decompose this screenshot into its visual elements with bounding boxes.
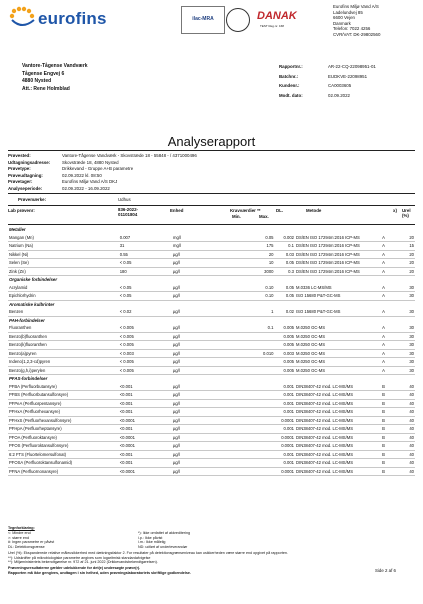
danak-reg: TEST Reg.nr. 168 [260,24,284,28]
parameter-cell: Selen (Se) [8,259,119,268]
uncertainty-cell: 40 [400,399,415,408]
unit-cell: µg/l [172,259,221,268]
accreditation-cell: B [381,450,399,459]
unit-cell: µg/l [172,416,221,425]
max-cell: 20 [252,250,275,259]
dl-cell: 0.001 [275,399,296,408]
divider [8,150,415,151]
accreditation-cell: A [381,349,399,358]
value-cell: < 0.005 [119,324,172,332]
method-cell: DIN38407-42 mod. LC-MS/MS [295,416,381,425]
table-row [8,234,415,242]
unit-cell: µg/l [172,250,221,259]
method-cell: M.0250 GC-MS [295,332,381,341]
min-cell [221,308,252,316]
uncertainty-cell: 30 [400,308,415,316]
min-cell [221,459,252,468]
ilac-logo: ilac-MRA [181,6,225,34]
min-cell [221,399,252,408]
min-cell [221,284,252,292]
accreditation-cell: B [381,383,399,391]
accreditation-cell: A [381,267,399,276]
unit-cell: µg/l [172,308,221,316]
parameter-cell: Mangan (Mn) [8,234,119,242]
dl-cell: 0.05 [275,284,296,292]
method-cell: M.0250 GC-MS [295,341,381,350]
accreditation-cell: A [381,242,399,251]
unit-cell: µg/l [172,292,221,301]
min-cell [221,433,252,442]
table-row [8,341,415,350]
parameter-cell: Acrylamid [8,284,119,292]
max-cell [252,341,275,350]
table-row [8,450,415,459]
uncertainty-cell: 30 [400,341,415,350]
unit-cell: µg/l [172,399,221,408]
unit-cell: µg/l [172,433,221,442]
method-cell: DIN38407-42 mod. LC-MS/MS [295,433,381,442]
min-cell [221,425,252,434]
section-header [8,300,415,308]
max-cell: 175 [252,242,275,251]
table-row [8,399,415,408]
parameter-cell: Zink (Zn) [8,267,119,276]
value-cell: < 0.005 [119,358,172,367]
divider [8,205,415,206]
dl-cell: 0.1 [275,242,296,251]
min-cell [221,242,252,251]
method-cell: DIN38407-42 mod. LC-MS/MS [295,467,381,476]
min-cell [221,416,252,425]
accreditation-cell: A [381,341,399,350]
method-cell: DIN38407-42 mod. LC-MS/MS [295,383,381,391]
value-cell: 31 [119,242,172,251]
parameter-cell: Natrium (Na) [8,242,119,251]
value-cell: < 0.05 [119,292,172,301]
value-cell: 0.007 [119,234,172,242]
unit-cell: µg/l [172,450,221,459]
parameter-cell: Benzen [8,308,119,316]
dl-cell: 0.05 [275,259,296,268]
dl-cell: 0.0001 [275,416,296,425]
min-cell [221,349,252,358]
min-cell [221,332,252,341]
parameter-cell: Benzo(k)fluoranthen [8,341,119,350]
accreditation-cell: A [381,308,399,316]
parameter-cell: PFOS (Perfluoroktansulfonsyre) [8,442,119,451]
min-cell [221,267,252,276]
table-row [8,433,415,442]
method-cell: DS/EN ISO 17294m:2016 ICP-MS [295,234,381,242]
value-cell: <0.0001 [119,433,172,442]
value-cell: < 0.005 [119,332,172,341]
method-cell: DIN38407-42 mod. LC-MS/MS [295,391,381,400]
value-cell: <0.0001 [119,416,172,425]
dl-cell: 0.005 [275,366,296,375]
unit-cell: µg/l [172,467,221,476]
table-row [8,358,415,367]
table-row [8,391,415,400]
dl-cell: 0.05 [275,292,296,301]
method-cell: DIN38407-42 mod. LC-MS/MS [295,408,381,417]
unit-cell: µg/l [172,341,221,350]
uncertainty-cell: 30 [400,366,415,375]
accreditation-cell: B [381,467,399,476]
method-cell: DS/EN ISO 17294m:2016 ICP-MS [295,267,381,276]
max-cell [252,442,275,451]
accreditation-cell: B [381,425,399,434]
method-cell: M.0250 GC-MS [295,349,381,358]
section-header [8,375,415,383]
dl-cell: 0.005 [275,341,296,350]
dl-cell: 0.0001 [275,467,296,476]
parameter-cell: Benzo(b)fluoranthen [8,332,119,341]
max-cell: 10 [252,259,275,268]
min-cell [221,383,252,391]
value-cell: < 0.05 [119,259,172,268]
max-cell [252,391,275,400]
dl-cell: 0.0001 [275,433,296,442]
value-cell: <0.001 [119,399,172,408]
dl-cell: 0.005 [275,332,296,341]
value-cell: < 0.005 [119,341,172,350]
uncertainty-cell: 20 [400,234,415,242]
min-cell [221,366,252,375]
max-cell: 0.1 [252,324,275,332]
value-cell: <0.001 [119,425,172,434]
uncertainty-cell: 30 [400,332,415,341]
table-row [8,467,415,476]
section-title: Organiske forbindelser [9,277,58,283]
page-number: Side 2 af 6 [375,568,396,573]
max-cell: 1 [252,308,275,316]
uncertainty-cell: 40 [400,408,415,417]
table-row [8,267,415,276]
uncertainty-cell: 40 [400,459,415,468]
method-cell: M.0250 GC-MS [295,324,381,332]
table-row [8,459,415,468]
table-row [8,284,415,292]
accreditation-cell: A [381,259,399,268]
unit-cell: mg/l [172,242,221,251]
max-cell [252,383,275,391]
unit-cell: µg/l [172,442,221,451]
dl-cell: 0.005 [275,324,296,332]
max-cell [252,332,275,341]
min-cell [221,358,252,367]
uncertainty-cell: 40 [400,391,415,400]
uncertainty-cell: 30 [400,292,415,301]
table-row [8,349,415,358]
table-row [8,308,415,316]
method-cell: DS/EN ISO 17294m:2016 ICP-MS [295,242,381,251]
report-page: eurofins ilac-MRA DANAK TEST Reg.nr. 168 Eurofins Miljø Vand A/S Ladelundvej 85 6600 Vejen Danmark Telefon: 7022 4256 CVR/VAT: DK-29802560 Vantore-Tågense Vandværk Tågense Engvej 6 4880 Nysted Att.: Rene Holmblad Rapportnr.: AR-22-CQ-22098951-01 Batchnr.: EUDKVE-22098951 Kundenr.: CA0003605 Modt. dato: 02.09.2022 Analyserapport Prøvested: Vantore-Tågense Vandværk - Skovstræde 18 - 55848 - / 4371000496 Udtagningsadresse: Skovstræde 18, 4880 Nysted Prøvetype: Drikkevand - Gruppe A+B parametre Prøveudtagning: 02.09.2022 kl. 08:50 Prøvetager: Eurofins Miljø Vand A/S DKJ Analyseperiode: 02.09.2022 - 16.09.2022 Prøvemærke: Udhus Lab prøvenr: 836-2022-01101804 Enhed Kravværdier ** Min. Max. DL. Metode x) Urel (%) Metaller Mangan (Mn) 0.007 mg/l 0.05 0.002 DS/EN ISO 17294m:2016 ICP-MS A 20 Natrium (Na) 31 mg/l 175 0.1 DS/EN ISO 17294m:2016 ICP-MS A 15 Nikkel (Ni) 0.55 µg/l 20 0.03 DS/EN ISO 17294m:2016 ICP-MS A 20 Selen (Se) < 0.05 µg/l 10 0.05 DS/EN ISO 17294m:2016 ICP-MS A 20 Zink (Zn) 180 µg/l 3000 0.3 DS/EN ISO 17294m:2016 ICP-MS A 20 Organiske forbindelser Acrylamid < 0.05 µg/l 0.10 0.05 M.0336 LC-MS/MS A 30 Epichlorhydrin < 0.05 µg/l 0.10 0.05 ISO 15680 P&T-GC-MS A 30 Aromatiske kulbrinter Benzen < 0.02 µg/l 1 0.02 ISO 15680 P&T-GC-MS A 30 PAH-forbindelser Fluoranthen < 0.005 µg/l 0.1 0.005 M.0250 GC-MS A 30 Benzo(b)fluoranthen < 0.005 µg/l 0.005 M.0250 GC-MS A 30 Benzo(k)fluoranthen < 0.005 µg/l 0.005 M.0250 GC-MS A 30 Benzo(a)pyren < 0.003 µg/l 0.010 0.003 M.0250 GC-MS A 30 Indeno(1,2,3-cd)pyren < 0.005 µg/l 0.005 M.0250 GC-MS A 30 Benzo(g,h,i)perylen < 0.005 µg/l 0.005 M.0250 GC-MS A 30 PFAS-forbindelser PFBA (Perfluorbutansyre) <0.001 µg/l 0.001 DIN38407-42 mod. LC-MS/MS B 40 PFBS (Perfluorbutansulfonsyre) <0.001 µg/l 0.001 DIN38407-42 mod. LC-MS/MS B 40 PFPeA (Perfluorpentansyre) <0.001 µg/l 0.001 DIN38407-42 mod. LC-MS/MS B 40 PFHxA (Perfluorhexansyre) <0.001 µg/l 0.001 DIN38407-42 mod. LC-MS/MS B 40 PFHxS (Perfluorhexansulfonsyre) <0.0001 µg/l 0.0001 DIN38407-42 mod. LC-MS/MS B 40 PFHpA (Perfluorheptansyre) <0.001 µg/l 0.001 DIN38407-42 mod. LC-MS/MS B 40 PFOA (Perfluoroktansyre) <0.0001 µg/l 0.0001 DIN38407-42 mod. LC-MS/MS B 40 PFOS (Perfluoroktansulfonsyre) <0.0001 µg/l 0.0001 DIN38407-42 mod. LC-MS/MS B 40 6:2 FTS (Fluortelomersulfonat) <0.001 µg/l 0.001 DIN38407-42 mod. LC-MS/MS B 40 PFOSA (Perfluoroktansulfonamid) <0.001 µg/l 0.001 DIN38407-42 mod. LC-MS/MS B 40 PFNA (Perfluornonansyre) <0.0001 µg/l 0.0001 DIN38407-42 mod. LC-MS/MS B 40 Tegnforklaring: <: Mindre end >: større end #: Ingen parametre er påvist DL: Detektionsgrænse *): Ikke omfattet af akkreditering i.p.: Ikke påvist i.m.: Ikke målelig ND: udført af underleverandør Urel (%): Ekspanderede relative måleusikkerhed med dækningsfaktor 2. For resultater på detektionsgrænseniveau kan usikkerheden være større end opgivet på rapporten. **): Udsknifter på mikrobiologiske parametre angives som logaritmisk standardafvigelse **): Miljøministeriets bekendtgørelse nr. 972 af 21. juni 2022 (Drikkevandsbekendtgørelsen). Prøveningsresultaterne gælder udelukkende for det(e) undersøgte prøve(r). Rapporten må ikke gengives, undtagen i sin helhed, uden prøvningslaboratoriets skriftlige godkendelse. Side 2 af 6 [0,0,423,604]
unit-cell: mg/l [172,234,221,242]
table-row [8,425,415,434]
max-cell [252,450,275,459]
method-cell: M.0250 GC-MS [295,358,381,367]
value-cell: < 0.05 [119,284,172,292]
table-row [8,383,415,391]
parameter-cell: PFHpA (Perfluorheptansyre) [8,425,119,434]
unit-cell: µg/l [172,459,221,468]
uncertainty-cell: 40 [400,442,415,451]
parameter-cell: Benzo(a)pyren [8,349,119,358]
value-cell: <0.001 [119,408,172,417]
accreditation-cell: B [381,399,399,408]
uncertainty-cell: 40 [400,383,415,391]
uncertainty-cell: 30 [400,358,415,367]
method-cell: DIN38407-42 mod. LC-MS/MS [295,399,381,408]
dl-cell: 0.001 [275,450,296,459]
section-header [8,276,415,284]
accreditation-cell: A [381,234,399,242]
table-row [8,408,415,417]
parameter-cell: Indeno(1,2,3-cd)pyren [8,358,119,367]
accreditation-cell: B [381,442,399,451]
uncertainty-cell: 20 [400,259,415,268]
dl-cell: 0.002 [275,234,296,242]
table-row [8,242,415,251]
max-cell [252,358,275,367]
accreditation-cell: A [381,250,399,259]
divider [8,224,415,225]
method-cell: DS/EN ISO 17294m:2016 ICP-MS [295,250,381,259]
results-table [8,226,415,476]
parameter-cell: PFHxA (Perfluorhexansyre) [8,408,119,417]
max-cell [252,433,275,442]
unit-cell: µg/l [172,383,221,391]
value-cell: 180 [119,267,172,276]
table-row [8,250,415,259]
method-cell: M.0336 LC-MS/MS [295,284,381,292]
section-header [8,316,415,324]
uncertainty-cell: 30 [400,324,415,332]
method-cell: ISO 15680 P&T-GC-MS [295,292,381,301]
unit-cell: µg/l [172,358,221,367]
parameter-cell: PFHxS (Perfluorhexansulfonsyre) [8,416,119,425]
max-cell: 0.010 [252,349,275,358]
divider [8,193,415,194]
value-cell: <0.001 [119,391,172,400]
marking-label: Prøvemærke: [18,197,47,202]
accreditation-cell: B [381,416,399,425]
accreditation-cell: B [381,391,399,400]
max-cell [252,399,275,408]
max-cell [252,459,275,468]
section-title: Aromatiske kulbrinter [9,301,55,307]
section-header [8,226,415,234]
max-cell: 3000 [252,267,275,276]
table-row [8,332,415,341]
dl-cell: 0.005 [275,358,296,367]
eurofins-logo-icon [8,6,38,30]
parameter-cell: 6:2 FTS (Fluortelomersulfonat) [8,450,119,459]
min-cell [221,250,252,259]
parameter-cell: Epichlorhydrin [8,292,119,301]
unit-cell: µg/l [172,332,221,341]
value-cell: 0.55 [119,250,172,259]
max-cell: 0.05 [252,234,275,242]
uncertainty-cell: 30 [400,349,415,358]
max-cell: 0.10 [252,292,275,301]
value-cell: < 0.003 [119,349,172,358]
method-cell: M.0250 GC-MS [295,366,381,375]
table-row [8,324,415,332]
value-cell: < 0.02 [119,308,172,316]
parameter-cell: PFOSA (Perfluoroktansulfonamid) [8,459,119,468]
min-cell [221,341,252,350]
dl-cell: 0.0001 [275,442,296,451]
section-title: Metaller [9,227,26,233]
uncertainty-cell: 30 [400,284,415,292]
unit-cell: µg/l [172,324,221,332]
min-cell [221,467,252,476]
min-cell [221,324,252,332]
value-cell: <0.001 [119,450,172,459]
max-cell [252,408,275,417]
value-cell: <0.001 [119,459,172,468]
max-cell: 0.10 [252,284,275,292]
parameter-cell: Benzo(g,h,i)perylen [8,366,119,375]
value-cell: <0.0001 [119,467,172,476]
min-cell [221,234,252,242]
method-cell: ISO 15680 P&T-GC-MS [295,308,381,316]
dl-cell: 0.001 [275,408,296,417]
table-row [8,259,415,268]
dl-cell: 0.03 [275,250,296,259]
unit-cell: µg/l [172,349,221,358]
marking-value: Udhus [118,197,131,202]
accreditation-cell: A [381,284,399,292]
accreditation-cell: A [381,332,399,341]
method-cell: DS/EN ISO 17294m:2016 ICP-MS [295,259,381,268]
parameter-cell: PFNA (Perfluornonansyre) [8,467,119,476]
dl-cell: 0.3 [275,267,296,276]
method-cell: DIN38407-42 mod. LC-MS/MS [295,442,381,451]
uncertainty-cell: 40 [400,433,415,442]
table-row [8,416,415,425]
value-cell: <0.001 [119,383,172,391]
value-cell: < 0.005 [119,366,172,375]
certification-seal-icon [226,8,250,32]
section-title: PAH-forbindelser [9,317,45,323]
dl-cell: 0.001 [275,425,296,434]
uncertainty-cell: 40 [400,450,415,459]
uncertainty-cell: 15 [400,242,415,251]
min-cell [221,450,252,459]
accreditation-cell: A [381,366,399,375]
unit-cell: µg/l [172,284,221,292]
danak-logo: DANAK [257,10,297,22]
method-cell: DIN38407-42 mod. LC-MS/MS [295,459,381,468]
parameter-cell: PFPeA (Perfluorpentansyre) [8,399,119,408]
method-cell: DIN38407-42 mod. LC-MS/MS [295,425,381,434]
value-cell: <0.0001 [119,442,172,451]
min-cell [221,442,252,451]
unit-cell: µg/l [172,267,221,276]
uncertainty-cell: 40 [400,425,415,434]
max-cell [252,425,275,434]
table-row [8,366,415,375]
accreditation-cell: A [381,292,399,301]
max-cell [252,416,275,425]
uncertainty-cell: 20 [400,267,415,276]
accreditation-cell: B [381,459,399,468]
dl-cell: 0.02 [275,308,296,316]
table-row [8,442,415,451]
unit-cell: µg/l [172,391,221,400]
dl-cell: 0.001 [275,391,296,400]
page-title: Analyserapport [167,134,256,149]
max-cell [252,467,275,476]
min-cell [221,259,252,268]
accreditation-cell: B [381,433,399,442]
parameter-cell: PFBA (Perfluorbutansyre) [8,383,119,391]
accreditation-cell: A [381,324,399,332]
uncertainty-cell: 40 [400,416,415,425]
dl-cell: 0.001 [275,383,296,391]
max-cell [252,366,275,375]
parameter-cell: Fluoranthen [8,324,119,332]
uncertainty-cell: 40 [400,467,415,476]
dl-cell: 0.001 [275,459,296,468]
unit-cell: µg/l [172,425,221,434]
brand-name: eurofins [38,9,107,28]
method-cell: DIN38407-42 mod. LC-MS/MS [295,450,381,459]
table-row [8,292,415,301]
min-cell [221,391,252,400]
unit-cell: µg/l [172,366,221,375]
parameter-cell: PFOA (Perfluoroktansyre) [8,433,119,442]
parameter-cell: Nikkel (Ni) [8,250,119,259]
uncertainty-cell: 20 [400,250,415,259]
accreditation-cell: B [381,408,399,417]
accreditation-cell: A [381,358,399,367]
min-cell [221,292,252,301]
unit-cell: µg/l [172,408,221,417]
section-title: PFAS-forbindelser [9,376,48,382]
parameter-cell: PFBS (Perfluorbutansulfonsyre) [8,391,119,400]
min-cell [221,408,252,417]
dl-cell: 0.003 [275,349,296,358]
